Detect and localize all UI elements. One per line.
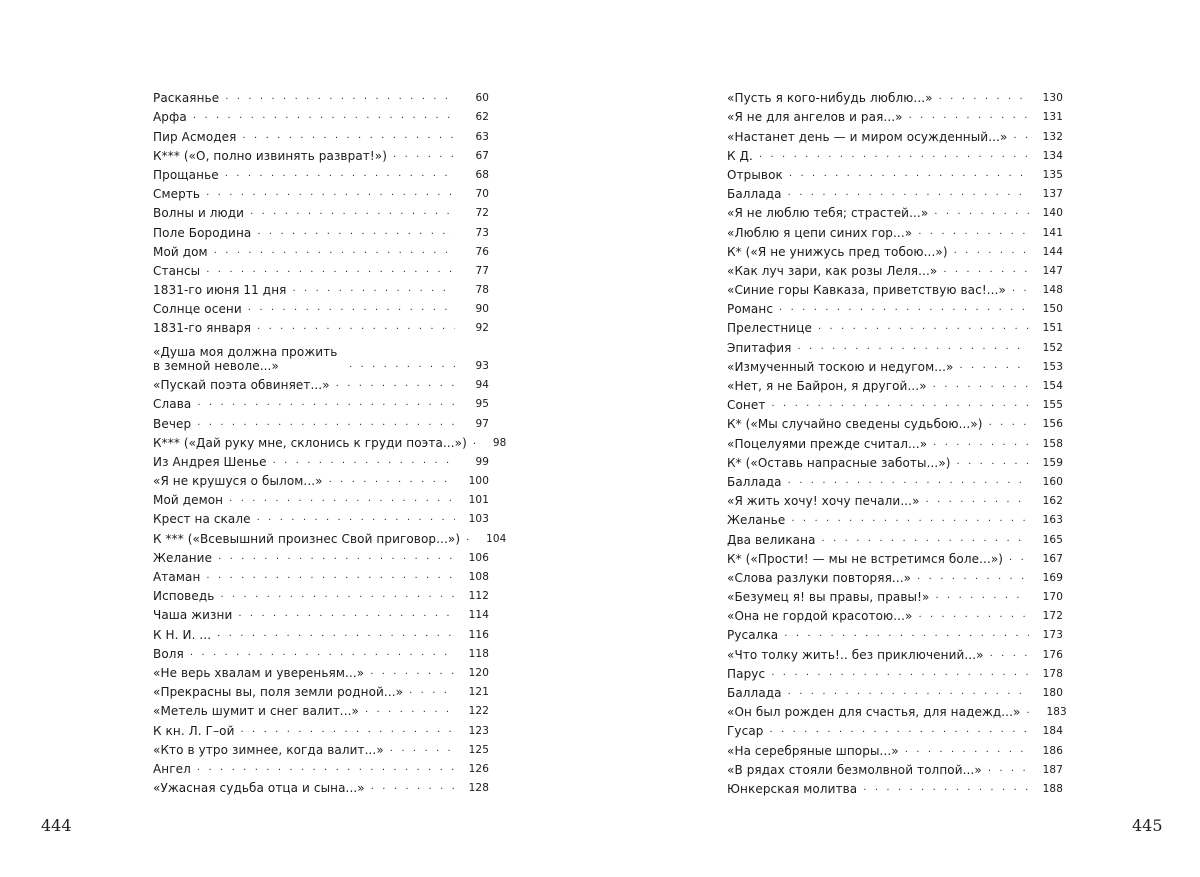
toc-entry-page: 148	[1042, 284, 1063, 297]
toc-entry-page: 97	[475, 417, 489, 430]
toc-entry	[727, 777, 1063, 796]
toc-entry-title: Гусар	[727, 724, 764, 739]
toc-entry	[153, 297, 489, 316]
toc-entry-page: 137	[1042, 188, 1063, 201]
dot-leader	[1013, 131, 1029, 141]
toc-entry-title: Стансы	[153, 263, 201, 278]
toc-entry-page: 156	[1042, 418, 1063, 431]
toc-entry-page: 62	[475, 111, 489, 124]
toc-entry	[727, 374, 1063, 393]
toc-entry-title: К Н. И. ...	[153, 627, 212, 642]
dot-leader	[206, 188, 455, 198]
dot-leader	[370, 667, 455, 677]
toc-entry	[727, 163, 1063, 182]
toc-entry-page: 103	[468, 513, 489, 526]
toc-entry-title: Желание	[153, 550, 213, 565]
toc-entry	[727, 527, 1063, 546]
dot-leader	[788, 476, 1029, 486]
toc-entry-title: К* («Мы случайно сведены судьбою...»)	[727, 417, 983, 432]
toc-entry-page: 108	[468, 571, 489, 583]
dot-leader	[788, 188, 1029, 198]
dot-leader	[933, 438, 1029, 448]
dot-leader	[250, 207, 455, 217]
right-toc-list	[727, 86, 1067, 796]
toc-entry	[727, 335, 1063, 354]
toc-entry	[153, 220, 489, 239]
toc-entry-title: К кн. Л. Г–ой	[153, 723, 235, 738]
dot-leader	[257, 513, 455, 523]
toc-entry	[727, 316, 1063, 335]
toc-entry-page: 104	[486, 532, 507, 545]
toc-entry	[727, 393, 1063, 412]
toc-entry-title: «Я жить хочу! хочу печали...»	[727, 494, 920, 509]
dot-leader	[957, 457, 1029, 467]
toc-entry-page: 98	[492, 436, 507, 449]
dot-leader	[273, 456, 455, 466]
toc-entry-page: 162	[1042, 495, 1063, 508]
toc-entry-title: «Нет, я не Байрон, я другой...»	[727, 379, 927, 393]
toc-entry-page: 101	[468, 494, 489, 507]
dot-leader	[990, 649, 1029, 659]
toc-entry-page: 187	[1042, 763, 1063, 776]
dot-leader	[939, 92, 1029, 102]
dot-leader	[193, 111, 455, 121]
toc-entry-page: 176	[1042, 648, 1063, 661]
toc-entry-title: «Слова разлуки повторяя...»	[727, 570, 912, 585]
toc-entry	[153, 546, 489, 565]
dot-leader	[473, 437, 485, 447]
toc-entry	[727, 105, 1063, 124]
dot-leader	[863, 783, 1029, 793]
toc-entry-title: «Душа моя должна прожить в земной неволе...»	[153, 344, 338, 373]
dot-leader	[1026, 706, 1038, 716]
dot-leader	[988, 764, 1029, 774]
toc-entry	[153, 603, 489, 622]
toc-entry-page: 134	[1042, 149, 1063, 162]
dot-leader	[779, 303, 1029, 313]
right-page-number: 445	[1132, 816, 1163, 835]
toc-entry	[727, 144, 1063, 163]
dot-leader	[242, 131, 455, 141]
dot-leader	[909, 111, 1029, 121]
dot-leader	[371, 782, 455, 792]
toc-entry-title: Прощанье	[153, 167, 219, 182]
dot-leader	[959, 361, 1029, 371]
toc-entry-title: Баллада	[727, 187, 782, 202]
toc-entry-title: Поле Бородина	[153, 225, 252, 240]
dot-leader	[935, 591, 1029, 601]
toc-entry	[153, 316, 489, 335]
toc-entry-title: Атаман	[153, 570, 201, 584]
toc-entry-title: Воля	[153, 646, 184, 661]
toc-entry-page: 160	[1042, 475, 1063, 488]
toc-entry	[153, 507, 489, 526]
dot-leader	[197, 763, 455, 773]
toc-entry	[153, 86, 489, 105]
dot-leader	[926, 495, 1029, 505]
toc-entry	[727, 297, 1063, 316]
dot-leader	[197, 398, 455, 408]
toc-entry-page: 118	[468, 647, 489, 660]
toc-entry-title: «Измученный тоскою и недугом...»	[727, 359, 954, 374]
dot-leader	[759, 150, 1029, 160]
toc-entry	[153, 431, 507, 450]
toc-entry	[727, 278, 1063, 297]
dot-leader	[409, 686, 455, 696]
toc-entry	[153, 450, 489, 469]
dot-leader	[365, 705, 455, 715]
dot-leader	[349, 360, 455, 370]
toc-entry-title: Раскаянье	[153, 91, 220, 106]
toc-entry-title: Романс	[727, 302, 774, 317]
toc-entry	[727, 719, 1063, 738]
toc-entry-page: 123	[468, 724, 489, 737]
toc-entry-title: «Он был рожден для счастья, для надежд...»	[727, 705, 1021, 720]
toc-entry-title: «Как луч зари, как розы Леля...»	[727, 263, 938, 278]
toc-entry-title: Парус	[727, 666, 766, 681]
toc-entry	[727, 220, 1063, 239]
dot-leader	[789, 169, 1029, 179]
toc-entry-page: 90	[475, 303, 489, 316]
toc-entry	[153, 584, 489, 603]
toc-entry-page: 169	[1042, 571, 1063, 584]
toc-entry-page: 114	[468, 609, 489, 622]
toc-entry	[153, 373, 489, 392]
toc-entry-page: 173	[1042, 629, 1063, 642]
toc-entry-title: Мой дом	[153, 244, 208, 259]
toc-entry	[153, 240, 489, 259]
toc-entry-title: «Я не для ангелов и рая...»	[727, 110, 903, 125]
toc-entry	[727, 642, 1063, 661]
toc-entry-page: 184	[1042, 725, 1063, 738]
toc-entry	[727, 412, 1063, 431]
toc-entry	[727, 585, 1063, 604]
toc-entry-page: 60	[475, 92, 489, 105]
toc-entry	[153, 718, 489, 737]
toc-entry	[153, 757, 489, 776]
toc-entry	[727, 623, 1063, 642]
toc-entry	[727, 201, 1063, 220]
toc-entry	[153, 642, 489, 661]
toc-entry-page: 188	[1042, 782, 1063, 795]
toc-entry	[153, 278, 489, 297]
toc-entry-page: 172	[1042, 610, 1063, 623]
toc-entry-title: Прелестнице	[727, 321, 812, 336]
toc-entry-title: «Не верь хвалам и увереньям...»	[153, 665, 365, 680]
toc-entry-title: Пир Асмодея	[153, 129, 237, 144]
toc-entry-page: 159	[1042, 456, 1063, 469]
dot-leader	[771, 668, 1029, 678]
dot-leader	[225, 169, 455, 179]
toc-entry-title: «В рядах стояли безмолвной толпой...»	[727, 762, 982, 777]
dot-leader	[1009, 553, 1029, 563]
toc-entry	[727, 431, 1063, 450]
toc-entry	[153, 680, 489, 699]
toc-entry-title: Сонет	[727, 398, 766, 413]
toc-entry-page: 158	[1042, 437, 1063, 450]
toc-entry-title: Волны и люди	[153, 206, 245, 221]
toc-entry-page: 77	[475, 264, 489, 277]
left-page-number: 444	[41, 816, 72, 835]
dot-leader	[933, 380, 1029, 390]
toc-entry	[153, 469, 489, 488]
toc-entry-title: Арфа	[153, 110, 187, 125]
left-toc-list	[153, 86, 507, 796]
toc-entry-title: Ангел	[153, 761, 191, 776]
dot-leader	[822, 534, 1029, 544]
toc-entry	[153, 335, 489, 373]
dot-leader	[918, 227, 1029, 237]
toc-entry	[727, 758, 1063, 777]
toc-entry	[727, 489, 1063, 508]
toc-entry-title: Желанье	[727, 513, 786, 528]
toc-entry	[727, 681, 1063, 700]
toc-entry	[153, 163, 489, 182]
dot-leader	[791, 514, 1029, 524]
toc-entry-title: К*** («О, полно извинять разврат!»)	[153, 148, 388, 163]
toc-entry-title: К* («Оставь напрасные заботы...»)	[727, 455, 951, 470]
toc-entry-title: «Поцелуями прежде считал...»	[727, 436, 928, 451]
dot-leader	[784, 629, 1029, 639]
toc-entry	[153, 661, 489, 680]
toc-entry-title: «Настанет день — и миром осужденный...»	[727, 129, 1008, 144]
toc-entry-title: Юнкерская молитва	[727, 781, 858, 796]
toc-entry	[153, 622, 489, 641]
toc-entry-page: 73	[475, 226, 489, 239]
toc-entry-title: Мой демон	[153, 493, 224, 508]
toc-entry-title: Смерть	[153, 187, 201, 202]
dot-leader	[206, 265, 455, 275]
toc-entry-page: 163	[1042, 514, 1063, 527]
toc-entry	[727, 182, 1063, 201]
toc-entry	[727, 700, 1067, 720]
toc-entry	[727, 259, 1063, 278]
toc-entry-page: 135	[1042, 168, 1063, 181]
dot-leader	[240, 725, 455, 735]
dot-leader	[206, 571, 455, 581]
toc-entry-page: 147	[1042, 264, 1063, 277]
toc-entry-title: Баллада	[727, 474, 782, 489]
toc-entry-title: К* («Я не унижусь пред тобою...»)	[727, 244, 948, 259]
toc-entry-page: 116	[468, 628, 489, 641]
toc-entry-title: «Я не люблю тебя; страстей...»	[727, 206, 929, 221]
toc-entry-title: Отрывок	[727, 167, 783, 182]
toc-entry	[153, 411, 489, 430]
toc-entry-page: 95	[475, 398, 489, 411]
toc-entry	[727, 86, 1063, 105]
toc-entry-title: «Метель шумит и снег валит...»	[153, 704, 359, 719]
toc-entry	[727, 604, 1063, 623]
toc-entry-page: 170	[1042, 591, 1063, 604]
toc-entry-page: 155	[1042, 399, 1063, 412]
toc-entry	[153, 105, 489, 124]
toc-entry	[153, 259, 489, 278]
toc-entry-title: «Кто в утро зимнее, когда валит...»	[153, 742, 384, 757]
toc-entry-page: 165	[1042, 533, 1063, 546]
toc-entry-title: К Д.	[727, 148, 753, 163]
toc-entry-title: «Я не крушуся о былом...»	[153, 474, 323, 489]
dot-leader	[217, 629, 455, 639]
toc-entry-page: 144	[1042, 245, 1063, 258]
dot-leader	[466, 533, 478, 543]
toc-entry-title: Чаша жизни	[153, 608, 233, 623]
toc-entry-page: 112	[468, 590, 489, 603]
dot-leader	[257, 227, 455, 237]
toc-entry-page: 94	[475, 379, 489, 392]
toc-entry-title: «Люблю я цепи синих гор...»	[727, 225, 913, 240]
toc-entry-page: 92	[475, 322, 489, 335]
dot-leader	[248, 303, 455, 313]
toc-entry	[727, 124, 1063, 143]
dot-leader	[225, 92, 455, 102]
dot-leader	[905, 745, 1029, 755]
dot-leader	[771, 399, 1029, 409]
toc-entry-title: «Она не гордой красотою...»	[727, 609, 913, 624]
toc-entry	[727, 508, 1063, 527]
toc-entry-page: 76	[475, 245, 489, 258]
toc-entry-page: 153	[1042, 360, 1063, 373]
toc-entry-title: К*** («Дай руку мне, склонись к груди поэта...»)	[153, 435, 467, 450]
toc-entry	[153, 526, 507, 546]
dot-leader	[220, 590, 455, 600]
toc-entry-title: «Что толку жить!.. без приключений...»	[727, 647, 984, 662]
toc-entry	[727, 240, 1063, 259]
dot-leader	[229, 494, 455, 504]
toc-entry	[727, 470, 1063, 489]
toc-entry-page: 154	[1042, 380, 1063, 392]
toc-entry-title: Эпитафия	[727, 340, 792, 355]
toc-entry-page: 99	[475, 455, 489, 468]
dot-leader	[197, 418, 455, 428]
toc-entry	[153, 488, 489, 507]
toc-entry-page: 121	[468, 686, 489, 699]
toc-entry-title: «На серебряные шпоры...»	[727, 743, 899, 758]
toc-entry-page: 151	[1042, 322, 1063, 335]
toc-entry-title: 1831-го июня 11 дня	[153, 283, 287, 298]
toc-entry-page: 180	[1042, 687, 1063, 699]
toc-entry-page: 128	[468, 782, 489, 795]
toc-entry-title: К *** («Всевышний произнес Свой приговор...»)	[153, 531, 461, 546]
dot-leader	[934, 207, 1029, 217]
toc-entry-page: 126	[468, 762, 489, 775]
dot-leader	[292, 284, 455, 294]
toc-entry-page: 167	[1042, 552, 1063, 565]
toc-entry	[727, 547, 1063, 566]
dot-leader	[390, 744, 455, 754]
toc-entry-page: 140	[1042, 207, 1063, 220]
toc-entry	[727, 451, 1063, 470]
dot-leader	[190, 648, 455, 658]
toc-entry	[153, 201, 489, 220]
toc-entry-page: 93	[475, 359, 489, 372]
toc-entry	[727, 662, 1063, 681]
toc-entry-page: 141	[1042, 226, 1063, 239]
toc-entry-page: 183	[1046, 706, 1067, 719]
toc-entry	[727, 566, 1063, 585]
dot-leader	[336, 379, 455, 389]
toc-entry-title: «Синие горы Кавказа, приветствую вас!...»	[727, 283, 1006, 298]
toc-entry-page: 130	[1042, 92, 1063, 105]
toc-entry-page: 63	[475, 130, 489, 143]
toc-entry-page: 150	[1042, 303, 1063, 316]
dot-leader	[917, 572, 1029, 582]
toc-entry-title: Крест на скале	[153, 512, 251, 527]
dot-leader	[770, 725, 1030, 735]
toc-entry-title: «Пусть я кого-нибудь люблю...»	[727, 91, 933, 106]
dot-leader	[788, 687, 1029, 697]
toc-entry-title: 1831-го января	[153, 321, 252, 336]
toc-entry	[153, 124, 489, 143]
dot-leader	[818, 322, 1029, 332]
toc-entry-title: Солнце осени	[153, 302, 242, 317]
toc-entry-title: Русалка	[727, 628, 779, 643]
toc-entry-page: 106	[468, 551, 489, 564]
dot-leader	[218, 552, 455, 562]
toc-entry-page: 120	[468, 666, 489, 679]
toc-entry-page: 68	[475, 168, 489, 181]
toc-entry	[727, 738, 1063, 757]
toc-entry-title: Слава	[153, 397, 192, 412]
toc-entry-title: Исповедь	[153, 589, 215, 604]
toc-entry-page: 125	[468, 743, 489, 756]
dot-leader	[257, 322, 455, 332]
toc-entry	[153, 699, 489, 718]
toc-entry	[153, 392, 489, 411]
toc-entry-page: 122	[468, 705, 489, 718]
dot-leader	[393, 150, 455, 160]
toc-entry	[153, 738, 489, 757]
toc-entry-title: «Ужасная судьба отца и сына...»	[153, 781, 365, 796]
dot-leader	[238, 609, 455, 619]
toc-entry	[153, 144, 489, 163]
toc-entry-page: 67	[475, 149, 489, 162]
toc-entry-title: Два великана	[727, 532, 816, 547]
dot-leader	[797, 342, 1029, 352]
dot-leader	[214, 246, 455, 256]
dot-leader	[329, 475, 455, 485]
toc-entry-page: 186	[1042, 744, 1063, 757]
toc-entry-title: «Пускай поэта обвиняет...»	[153, 378, 330, 393]
dot-leader	[1012, 284, 1029, 294]
toc-entry	[153, 776, 489, 795]
toc-entry-title: «Безумец я! вы правы, правы!»	[727, 590, 930, 605]
toc-entry-page: 178	[1042, 667, 1063, 680]
toc-entry-title: Из Андрея Шенье	[153, 454, 267, 469]
toc-entry-page: 152	[1042, 341, 1063, 354]
dot-leader	[989, 418, 1029, 428]
toc-entry-page: 78	[475, 284, 489, 297]
toc-entry-title: К* («Прости! — мы не встретимся боле...»)	[727, 551, 1004, 566]
toc-entry-page: 70	[475, 188, 489, 201]
toc-entry	[153, 565, 489, 584]
toc-entry-page: 100	[468, 475, 489, 488]
dot-leader	[954, 246, 1029, 256]
toc-entry	[727, 355, 1063, 374]
dot-leader	[943, 265, 1029, 275]
toc-entry	[153, 182, 489, 201]
toc-entry-title: Баллада	[727, 686, 782, 700]
toc-entry-page: 72	[475, 207, 489, 220]
toc-entry-title: Вечер	[153, 416, 192, 431]
dot-leader	[918, 610, 1029, 620]
toc-entry-title: «Прекрасны вы, поля земли родной...»	[153, 685, 404, 700]
toc-entry-page: 131	[1042, 111, 1063, 124]
toc-entry-page: 132	[1042, 130, 1063, 143]
